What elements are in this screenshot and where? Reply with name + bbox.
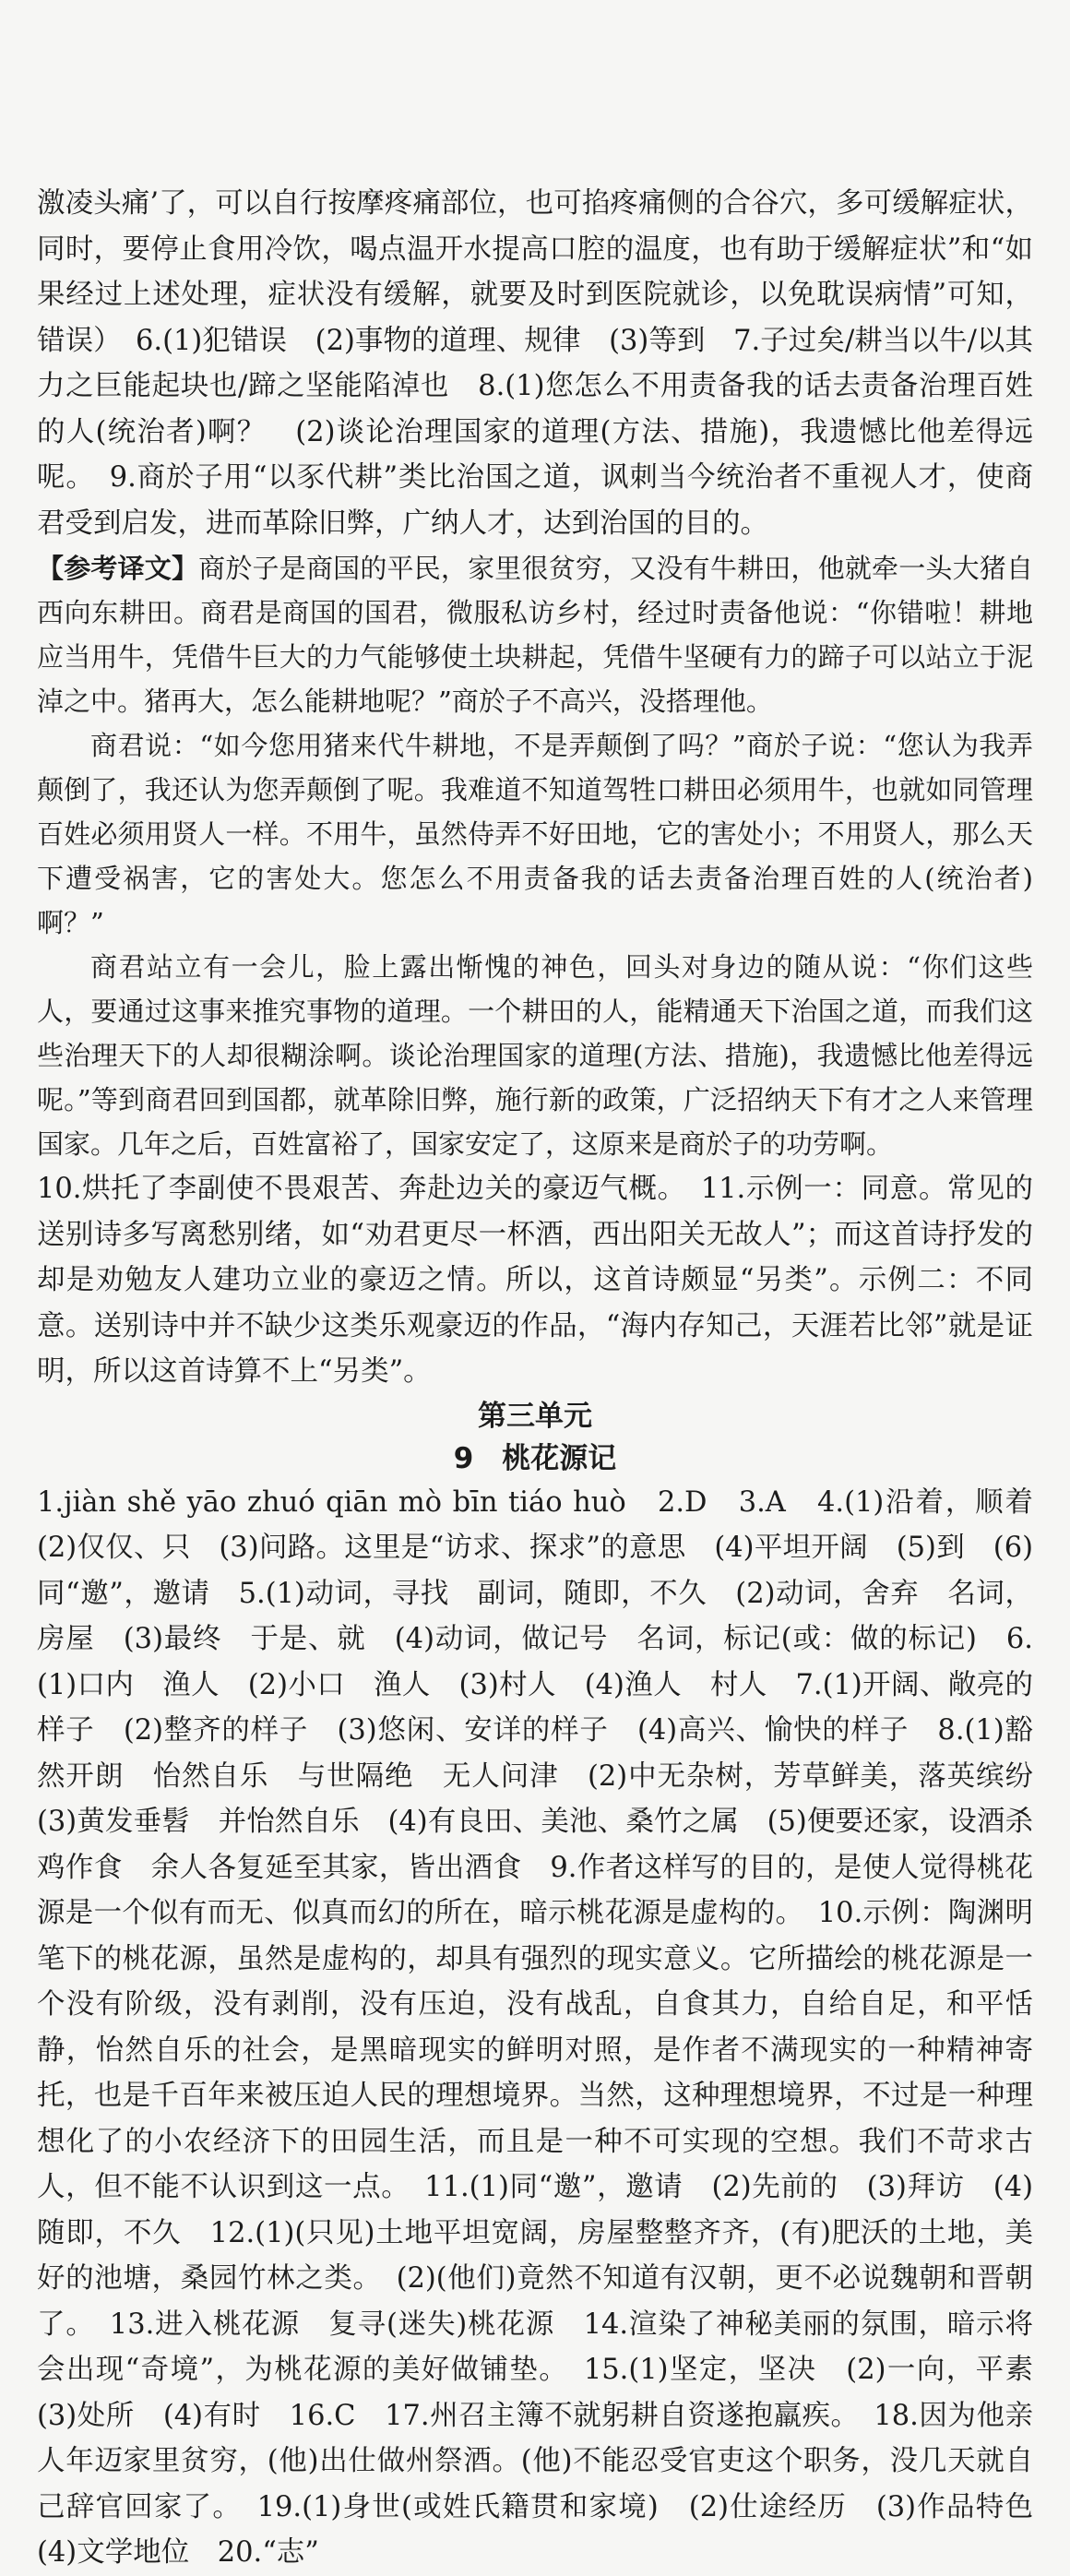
lesson-title: 9 桃花源记	[453, 1441, 617, 1475]
translation-text-1: 商於子是商国的平民，家里很贫穷，又没有牛耕田，他就牵一头大猪自西向东耕田。商君是商国的国君，微服私访乡村，经过时责备他说：“你错啦！耕地应当用牛，凭借牛巨大的力气能够使土块耕起，凭借牛坚硬有力的蹄子可以站立于泥淖之中。猪再大，怎么能耕地呢？”商於子不高兴，没搭理他。	[37, 553, 1033, 717]
unit-title: 第三单元	[478, 1399, 592, 1433]
answer-block-lesson9: 1.jiàn shě yāo zhuó qiān mò bīn tiáo huò 2.D 3.A 4.(1)沿着，顺着 (2)仅仅、只 (3)问路。这里是“访求、探求”的意思 (4)平坦开阔 (5)到 (6)同“邀”，邀请 5.(1)动词，寻找 副词，随即，不久 (2)动词，舍弃 名词，房屋 (3)最终 于是、就 (4)动词，做记号 名词，标记(或：做的标记) 6.(1)口内 渔人 (2)小口 渔人 (3)村人 (4)渔人 村人 7.(1)开阔、敞亮的样子 (2)整齐的样子 (3)悠闲、安详的样子 (4)高兴、愉快的样子 8.(1)豁然开朗 怡然自乐 与世隔绝 无人问津 (2)中无杂树，芳草鲜美，落英缤纷 (3)黄发垂髫 并怡然自乐 (4)有良田、美池、桑竹之属 (5)便要还家，设酒杀鸡作食 余人各复延至其家，皆出酒食 9.作者这样写的目的，是使人觉得桃花源是一个似有而无、似真而幻的所在，暗示桃花源是虚构的。 10.示例：陶渊明笔下的桃花源，虽然是虚构的，却具有强烈的现实意义。它所描绘的桃花源是一个没有阶级，没有剥削，没有压迫，没有战乱，自食其力，自给自足，和平恬静，怡然自乐的社会，是黑暗现实的鲜明对照，是作者不满现实的一种精神寄托，也是千百年来被压迫人民的理想境界。当然，这种理想境界，不过是一种理想化了的小农经济下的田园生活，而且是一种不可实现的空想。我们不苛求古人，但不能不认识到这一点。 11.(1)同“邀”，邀请 (2)先前的 (3)拜访 (4)随即，不久 12.(1)(只见)土地平坦宽阔，房屋整整齐齐，(有)肥沃的土地，美好的池塘，桑园竹林之类。 (2)(他们)竟然不知道有汉朝，更不必说魏朝和晋朝了。 13.进入桃花源 复寻(迷失)桃花源 14.渲染了神秘美丽的氛围，暗示将会出现“奇境”，为桃花源的美好做铺垫。 15.(1)坚定，坚决 (2)一向，平素 (3)处所 (4)有时 16.C 17.州召主簿不就躬耕自资遂抱羸疾。 18.因为他亲人年迈家里贫穷，(他)出仕做州祭酒。(他)不能忍受官吏这个职务，没几天就自己辞官回家了。 19.(1)身世(或姓氏籍贯和家境) (2)仕途经历 (3)作品特色 (4)文学地位 20.“志”	[37, 1485, 1062, 2569]
answer-block-continued: 激凌头痛’了，可以自行按摩疼痛部位，也可掐疼痛侧的合谷穴，多可缓解症状，同时，要停止食用冷饮，喝点温开水提高口腔的温度，也有助于缓解症状”和“如果经过上述处理，症状没有缓解，就要及时到医院就诊，以免耽误病情”可知，错误） 6.(1)犯错误 (2)事物的道理、规律 (3)等到 7.子过矣/耕当以牛/以其力之巨能起块也/蹄之坚能陷淖也 8.(1)您怎么不用责备我的话去责备治理百姓的人(统治者)啊？ (2)谈论治理国家的道理(方法、措施)，我遗憾比他差得远呢。 9.商於子用“以豕代耕”类比治国之道，讽刺当今统治者不重视人才，使商君受到启发，进而革除旧弊，广纳人才，达到治国的目的。	[37, 187, 1033, 540]
translation-tag: 【参考译文】	[37, 553, 199, 584]
answer-block-poem: 10.烘托了李副使不畏艰苦、奔赴边关的豪迈气概。 11.示例一：同意。常见的送别诗多写离愁别绪，如“劝君更尽一杯酒，西出阳关无故人”；而这首诗抒发的却是劝勉友人建功立业的豪迈之情。所以，这首诗颇显“另类”。示例二：不同意。送别诗中并不缺少这类乐观豪迈的作品，“海内存知己，天涯若比邻”就是证明，所以这首诗算不上“另类”。	[37, 1173, 1033, 1388]
translation-paragraph-2: 商君说：“如今您用猪来代牛耕地，不是弄颠倒了吗？”商於子说：“您认为我弄颠倒了，我还认为您弄颠倒了呢。我难道不知道驾牲口耕田必须用牛，也就如同管理百姓必须用贤人一样。不用牛，虽然侍弄不好田地，它的害处小；不用贤人，那么天下遭受祸害，它的害处大。您怎么不用责备我的话去责备治理百姓的人(统治者)啊？”	[37, 730, 1033, 938]
translation-paragraph-3: 商君站立有一会儿，脸上露出惭愧的神色，回头对身边的随从说：“你们这些人，要通过这事来推究事物的道理。一个耕田的人，能精通天下治国之道，而我们这些治理天下的人却很糊涂啊。谈论治理国家的道理(方法、措施)，我遗憾比他差得远呢。”等到商君回到国都，就革除旧弊，施行新的政策，广泛招纳天下有才之人来管理国家。几年之后，百姓富裕了，国家安定了，这原来是商於子的功劳啊。	[37, 951, 1033, 1160]
translation-paragraph-1	[37, 546, 1033, 723]
